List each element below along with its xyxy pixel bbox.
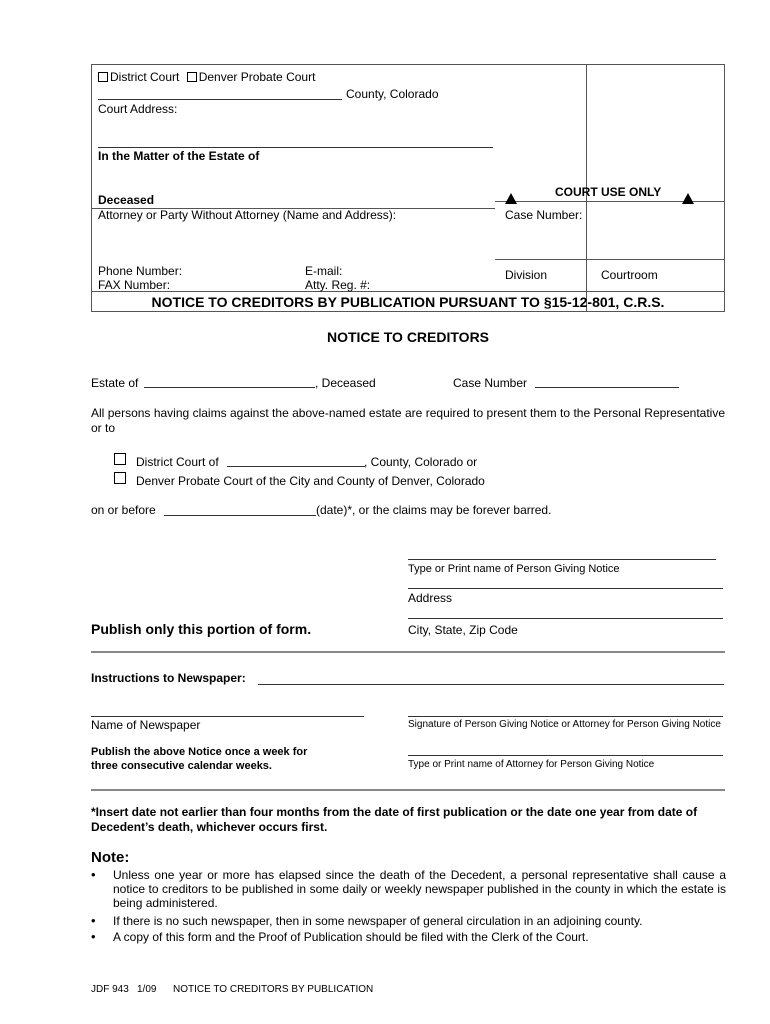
date-blank[interactable] bbox=[164, 515, 316, 516]
footnote-separator bbox=[91, 789, 725, 791]
bullet-icon: • bbox=[91, 913, 96, 928]
note-item-3: A copy of this form and the Proof of Publication should be filed with the Clerk of the Court. bbox=[113, 930, 589, 944]
deceased-label: Deceased bbox=[98, 193, 155, 207]
court-use-only-label: COURT USE ONLY bbox=[555, 185, 662, 199]
type-print-name-label: Type or Print name of Person Giving Notice bbox=[408, 563, 620, 575]
city-state-zip-blank[interactable] bbox=[408, 618, 723, 619]
notice-deceased-label: , Deceased bbox=[315, 376, 376, 390]
newspaper-name-blank[interactable] bbox=[91, 716, 364, 717]
atty-reg-label: Atty. Reg. #: bbox=[305, 278, 371, 292]
bullet-icon: • bbox=[91, 929, 96, 944]
date-suffix: (date)*, or the claims may be forever barred. bbox=[316, 503, 552, 517]
notice-case-number-label: Case Number bbox=[453, 376, 528, 390]
caption-line-right-2 bbox=[495, 259, 724, 260]
form-title: NOTICE TO CREDITORS BY PUBLICATION PURSUANT TO §15-12-801, C.R.S. bbox=[151, 294, 665, 310]
estate-of-label: Estate of bbox=[91, 376, 139, 390]
publish-frequency-note bbox=[91, 745, 307, 773]
notice-heading: NOTICE TO CREDITORS bbox=[326, 329, 490, 345]
email-label: E-mail: bbox=[305, 264, 343, 278]
publish-line-1: Publish the above Notice once a week for bbox=[91, 746, 308, 758]
denver-probate-option-checkbox[interactable] bbox=[114, 472, 126, 484]
attorney-party-label: Attorney or Party Without Attorney (Name and Address): bbox=[98, 208, 397, 222]
address-label: Address bbox=[408, 591, 453, 605]
caption-line-bottom bbox=[92, 291, 724, 292]
phone-number-label: Phone Number: bbox=[98, 264, 183, 278]
case-number-label: Case Number: bbox=[505, 208, 583, 222]
instructions-label: Instructions to Newspaper: bbox=[91, 671, 246, 685]
court-address-blank[interactable] bbox=[98, 147, 493, 148]
note-heading: Note: bbox=[91, 849, 130, 866]
instructions-blank[interactable] bbox=[258, 684, 724, 685]
note-item-2: If there is no such newspaper, then in some newspaper of general circulation in an adjoining county. bbox=[113, 914, 643, 928]
city-state-zip-label: City, State, Zip Code bbox=[408, 623, 518, 637]
bullet-icon: • bbox=[91, 867, 96, 882]
court-address-label: Court Address: bbox=[98, 102, 178, 116]
signature-blank[interactable] bbox=[408, 716, 723, 717]
district-court-label: District Court bbox=[110, 70, 180, 84]
estate-name-blank[interactable] bbox=[144, 387, 315, 388]
denver-probate-label: Denver Probate Court bbox=[198, 70, 316, 84]
district-court-option-checkbox[interactable] bbox=[114, 453, 126, 465]
note-item-1: Unless one year or more has elapsed since the death of the Decedent, a personal representative shall cause a notice to creditors to be published in some daily or weekly newspaper published in the county in which the estate is being administered. bbox=[113, 868, 726, 910]
denver-probate-checkbox[interactable] bbox=[187, 72, 197, 82]
district-county-suffix: , County, Colorado or bbox=[364, 455, 478, 469]
publish-separator bbox=[91, 651, 725, 653]
matter-of-estate-label: In the Matter of the Estate of bbox=[98, 149, 260, 163]
person-name-blank[interactable] bbox=[408, 559, 716, 560]
district-court-of-label: District Court of bbox=[136, 455, 219, 469]
court-type-options bbox=[98, 70, 315, 84]
publish-line-2: three consecutive calendar weeks. bbox=[91, 760, 272, 772]
triangle-up-icon bbox=[682, 193, 694, 204]
address-blank[interactable] bbox=[408, 588, 723, 589]
name-of-newspaper-label: Name of Newspaper bbox=[91, 718, 201, 732]
on-or-before-label: on or before bbox=[91, 503, 156, 517]
case-number-blank[interactable] bbox=[535, 387, 679, 388]
courtroom-label: Courtroom bbox=[601, 268, 658, 282]
district-county-blank[interactable] bbox=[227, 466, 365, 467]
type-print-attorney-label: Type or Print name of Attorney for Person Giving Notice bbox=[408, 759, 655, 770]
footer-revision: 1/09 bbox=[137, 984, 157, 995]
denver-probate-option-label: Denver Probate Court of the City and County of Denver, Colorado bbox=[136, 474, 485, 488]
triangle-up-icon bbox=[505, 193, 517, 204]
footer-form-name: NOTICE TO CREDITORS BY PUBLICATION bbox=[173, 984, 374, 995]
division-label: Division bbox=[505, 268, 548, 282]
county-blank[interactable] bbox=[98, 99, 342, 100]
fax-number-label: FAX Number: bbox=[98, 278, 171, 292]
county-colorado-label: County, Colorado bbox=[346, 87, 439, 101]
footnote: *Insert date not earlier than four months from the date of first publication or the date one year from date of Decedent’s death, whichever occurs first. bbox=[91, 805, 698, 834]
attorney-name-blank[interactable] bbox=[408, 755, 723, 756]
publish-only-label: Publish only this portion of form. bbox=[91, 621, 312, 637]
district-court-checkbox[interactable] bbox=[98, 72, 108, 82]
signature-label: Signature of Person Giving Notice or Attorney for Person Giving Notice bbox=[408, 719, 721, 730]
claims-paragraph: All persons having claims against the above-named estate are required to present them to the Personal Representative or to bbox=[91, 406, 725, 435]
footer-form-id: JDF 943 bbox=[91, 984, 129, 995]
